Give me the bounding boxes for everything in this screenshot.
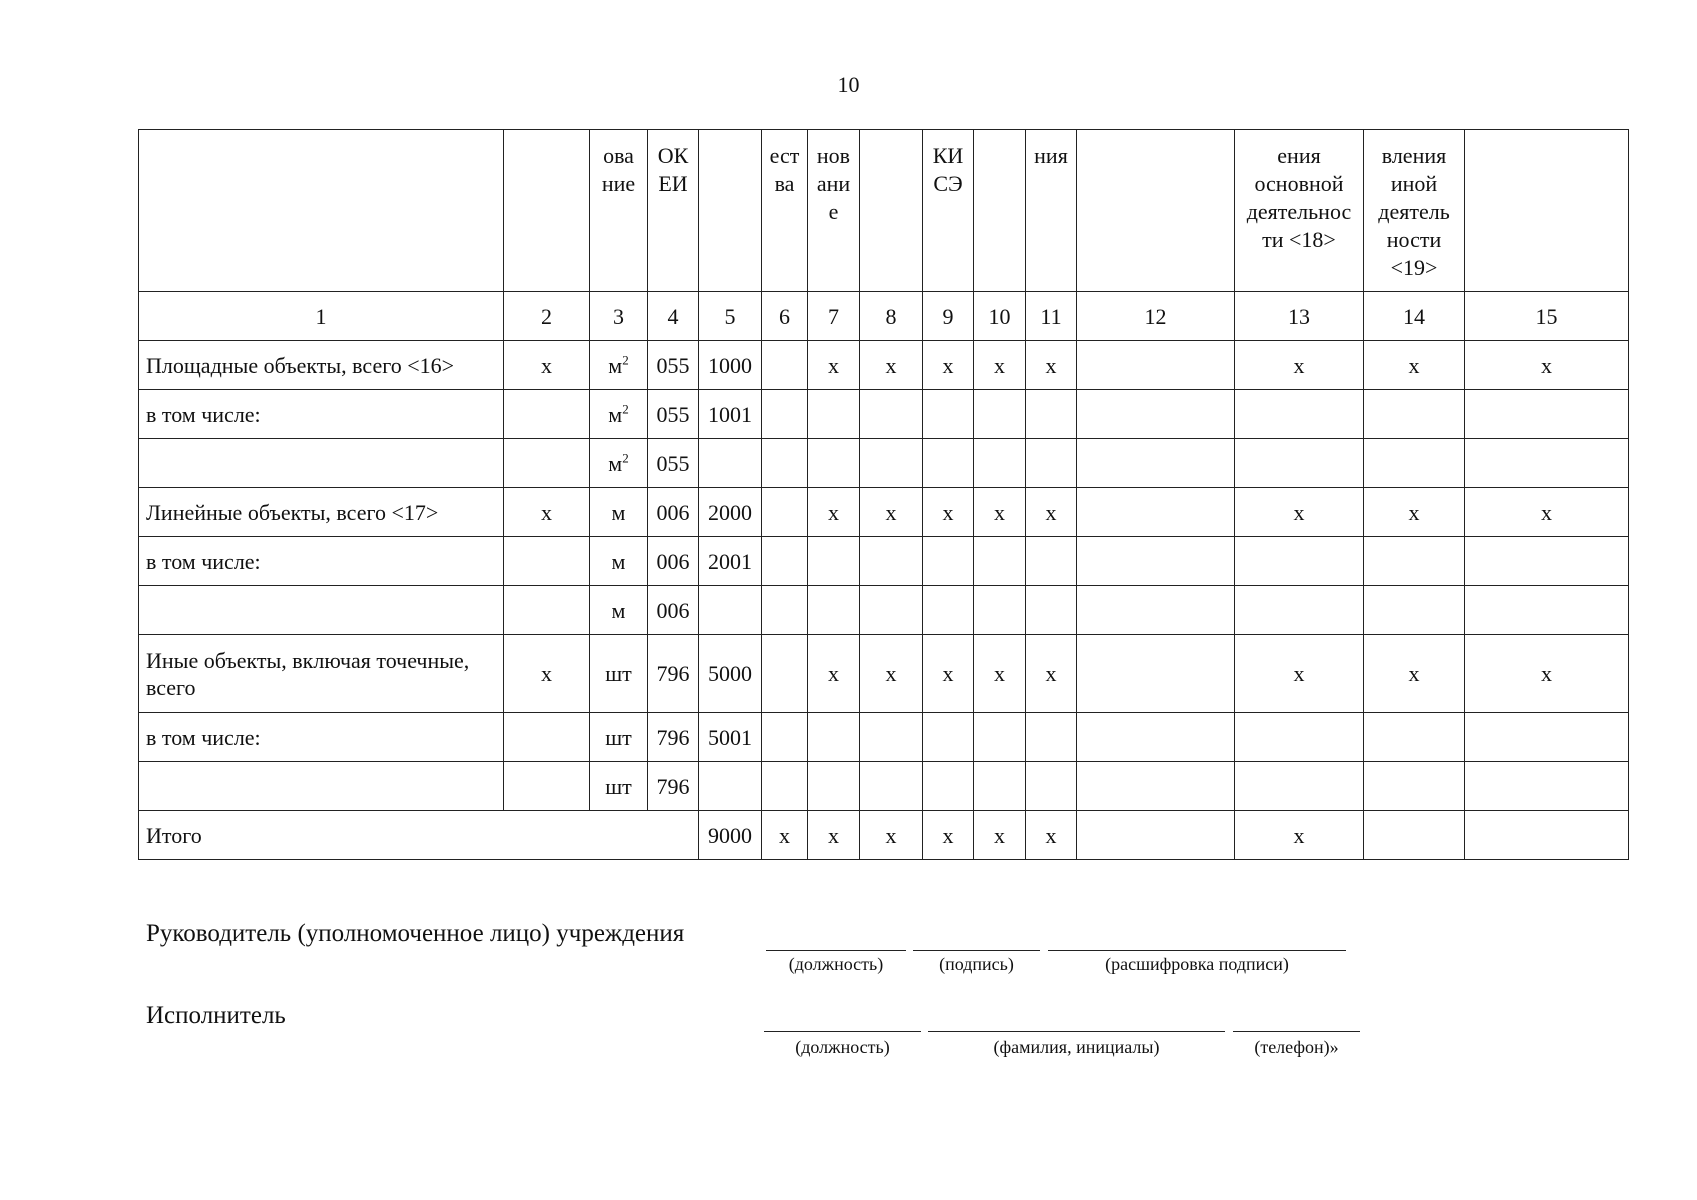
empty-cell [808, 586, 860, 635]
header-cell [1077, 130, 1235, 292]
header-cell: ния [1026, 130, 1077, 292]
okei-cell: 796 [648, 713, 699, 762]
table-row [139, 762, 1629, 811]
x-mark: х [860, 341, 923, 390]
empty-cell [762, 390, 808, 439]
unit-cell [590, 341, 648, 390]
empty-cell [504, 762, 590, 811]
x-mark: х [1364, 488, 1465, 537]
empty-cell [1465, 586, 1629, 635]
empty-cell [504, 439, 590, 488]
empty-cell [974, 537, 1026, 586]
table-row [139, 537, 1629, 586]
column-number: 2 [504, 292, 590, 341]
executor-position-caption: (должность) [795, 1037, 890, 1057]
x-mark: х [808, 811, 860, 860]
unit-superscript: 2 [622, 401, 629, 417]
empty-cell [808, 762, 860, 811]
empty-cell [504, 586, 590, 635]
empty-cell [860, 762, 923, 811]
row-name: Иные объекты, включая точечные, всего [139, 635, 504, 713]
header-cell [504, 130, 590, 292]
row-name [139, 586, 504, 635]
empty-cell [923, 586, 974, 635]
unit-cell: шт [590, 762, 648, 811]
row-code: 2001 [699, 537, 762, 586]
okei-cell: 055 [648, 439, 699, 488]
signature-decoding-line [1048, 950, 1346, 951]
empty-cell [808, 390, 860, 439]
executor-name-caption: (фамилия, инициалы) [993, 1037, 1160, 1057]
empty-cell [1465, 762, 1629, 811]
x-mark: х [1235, 341, 1364, 390]
x-mark: х [1465, 341, 1629, 390]
report-table [138, 129, 1629, 860]
x-mark: х [1235, 488, 1364, 537]
column-number: 3 [590, 292, 648, 341]
empty-cell [1077, 762, 1235, 811]
x-mark: х [1026, 341, 1077, 390]
x-mark: х [923, 635, 974, 713]
unit-superscript: 2 [622, 450, 629, 466]
executor-label: Исполнитель [146, 1002, 286, 1029]
header-cell: ения основной деятельнос ти <18> [1235, 130, 1364, 292]
position-caption: (должность) [788, 954, 884, 974]
x-mark: х [860, 488, 923, 537]
empty-cell [923, 537, 974, 586]
column-number: 10 [974, 292, 1026, 341]
empty-cell [923, 713, 974, 762]
empty-cell [1465, 811, 1629, 860]
empty-cell [1077, 635, 1235, 713]
column-number: 4 [648, 292, 699, 341]
executor-name-line [928, 1031, 1225, 1032]
okei-cell: 055 [648, 390, 699, 439]
okei-cell: 796 [648, 635, 699, 713]
row-name: в том числе: [139, 713, 504, 762]
empty-cell [1077, 811, 1235, 860]
empty-cell [699, 586, 762, 635]
row-name [139, 439, 504, 488]
empty-cell [1465, 537, 1629, 586]
empty-cell [974, 713, 1026, 762]
table-row [139, 390, 1629, 439]
empty-cell [762, 635, 808, 713]
table-row [139, 488, 1629, 537]
row-name: в том числе: [139, 537, 504, 586]
x-mark: х [1465, 488, 1629, 537]
unit: м [608, 450, 623, 476]
empty-cell [860, 390, 923, 439]
table-row [139, 635, 1629, 713]
okei-cell: 006 [648, 537, 699, 586]
x-mark: х [860, 635, 923, 713]
x-mark: х [923, 811, 974, 860]
empty-cell [1235, 713, 1364, 762]
empty-cell [1235, 390, 1364, 439]
x-mark: х [974, 635, 1026, 713]
x-mark: х [860, 811, 923, 860]
x-mark: х [1235, 811, 1364, 860]
empty-cell [1364, 713, 1465, 762]
column-number: 5 [699, 292, 762, 341]
empty-cell [762, 713, 808, 762]
empty-cell [923, 762, 974, 811]
column-number: 9 [923, 292, 974, 341]
empty-cell [1235, 586, 1364, 635]
unit-cell: м [590, 586, 648, 635]
header-cell: вления иной деятель ности <19> [1364, 130, 1465, 292]
empty-cell [1364, 390, 1465, 439]
row-name: в том числе: [139, 390, 504, 439]
executor-phone-line [1233, 1031, 1360, 1032]
row-name: Линейные объекты, всего <17> [139, 488, 504, 537]
header-cell [974, 130, 1026, 292]
unit-cell [590, 390, 648, 439]
unit-cell: шт [590, 713, 648, 762]
column-number: 6 [762, 292, 808, 341]
position-line [766, 950, 906, 951]
column-number: 1 [139, 292, 504, 341]
empty-cell [1026, 713, 1077, 762]
column-number: 15 [1465, 292, 1629, 341]
column-numbers-row [139, 292, 1629, 341]
empty-cell [504, 537, 590, 586]
executor-phone-caption: (телефон)» [1254, 1037, 1339, 1057]
table-row [139, 586, 1629, 635]
x-mark: х [762, 811, 808, 860]
x-mark: х [504, 635, 590, 713]
total-row [139, 811, 1629, 860]
empty-cell [504, 390, 590, 439]
x-mark: х [808, 635, 860, 713]
header-cell: нов ани е [808, 130, 860, 292]
empty-cell [1465, 713, 1629, 762]
header-cell [139, 130, 504, 292]
empty-cell [1465, 390, 1629, 439]
empty-cell [762, 439, 808, 488]
x-mark: х [974, 341, 1026, 390]
x-mark: х [504, 341, 590, 390]
column-number: 11 [1026, 292, 1077, 341]
column-number: 7 [808, 292, 860, 341]
empty-cell [1465, 439, 1629, 488]
okei-cell: 055 [648, 341, 699, 390]
empty-cell [974, 439, 1026, 488]
empty-cell [1077, 586, 1235, 635]
table-row [139, 713, 1629, 762]
empty-cell [1364, 586, 1465, 635]
column-number: 8 [860, 292, 923, 341]
header-cell: КИ СЭ [923, 130, 974, 292]
header-cell [860, 130, 923, 292]
empty-cell [1077, 537, 1235, 586]
empty-cell [860, 713, 923, 762]
x-mark: х [1364, 635, 1465, 713]
table-row [139, 341, 1629, 390]
empty-cell [1026, 762, 1077, 811]
empty-cell [860, 537, 923, 586]
okei-cell: 006 [648, 488, 699, 537]
row-code: 1000 [699, 341, 762, 390]
row-name: Площадные объекты, всего <16> [139, 341, 504, 390]
empty-cell [923, 439, 974, 488]
empty-cell [1235, 537, 1364, 586]
row-code: 9000 [699, 811, 762, 860]
empty-cell [699, 439, 762, 488]
x-mark: х [1026, 635, 1077, 713]
x-mark: х [1026, 811, 1077, 860]
x-mark: х [504, 488, 590, 537]
empty-cell [974, 586, 1026, 635]
empty-cell [1364, 762, 1465, 811]
total-label: Итого [139, 811, 699, 860]
empty-cell [1026, 390, 1077, 439]
empty-cell [974, 390, 1026, 439]
header-row [139, 130, 1629, 292]
x-mark: х [1364, 341, 1465, 390]
row-code: 5001 [699, 713, 762, 762]
empty-cell [1077, 439, 1235, 488]
okei-cell: 796 [648, 762, 699, 811]
empty-cell [1364, 811, 1465, 860]
empty-cell [923, 390, 974, 439]
header-cell: ова ние [590, 130, 648, 292]
empty-cell [1364, 439, 1465, 488]
header-cell [1465, 130, 1629, 292]
empty-cell [1077, 488, 1235, 537]
column-number: 12 [1077, 292, 1235, 341]
table-row [139, 439, 1629, 488]
page-number: 10 [837, 72, 860, 97]
empty-cell [808, 439, 860, 488]
signature-caption: (подпись) [939, 954, 1014, 974]
column-number: 13 [1235, 292, 1364, 341]
signature-line [913, 950, 1040, 951]
x-mark: х [923, 488, 974, 537]
head-signature-label: Руководитель (уполномоченное лицо) учреждения [146, 920, 685, 947]
header-cell [699, 130, 762, 292]
empty-cell [1026, 537, 1077, 586]
empty-cell [699, 762, 762, 811]
empty-cell [1364, 537, 1465, 586]
empty-cell [1235, 762, 1364, 811]
empty-cell [1077, 341, 1235, 390]
unit-cell: шт [590, 635, 648, 713]
unit-cell: м [590, 488, 648, 537]
empty-cell [808, 537, 860, 586]
x-mark: х [1465, 635, 1629, 713]
x-mark: х [808, 488, 860, 537]
header-cell: ест ва [762, 130, 808, 292]
empty-cell [762, 537, 808, 586]
empty-cell [860, 439, 923, 488]
unit-cell: м [590, 537, 648, 586]
unit: м [608, 401, 623, 427]
empty-cell [1026, 586, 1077, 635]
empty-cell [762, 341, 808, 390]
unit: м [608, 352, 623, 378]
x-mark: х [1235, 635, 1364, 713]
x-mark: х [974, 488, 1026, 537]
empty-cell [808, 713, 860, 762]
empty-cell [1026, 439, 1077, 488]
unit-superscript: 2 [622, 352, 629, 368]
unit-cell [590, 439, 648, 488]
empty-cell [860, 586, 923, 635]
empty-cell [762, 488, 808, 537]
row-code: 2000 [699, 488, 762, 537]
empty-cell [1077, 390, 1235, 439]
x-mark: х [923, 341, 974, 390]
executor-position-line [764, 1031, 921, 1032]
signature-decoding-caption: (расшифровка подписи) [1105, 954, 1289, 974]
empty-cell [762, 586, 808, 635]
x-mark: х [974, 811, 1026, 860]
x-mark: х [1026, 488, 1077, 537]
row-code: 5000 [699, 635, 762, 713]
empty-cell [762, 762, 808, 811]
okei-cell: 006 [648, 586, 699, 635]
x-mark: х [808, 341, 860, 390]
empty-cell [504, 713, 590, 762]
empty-cell [1235, 439, 1364, 488]
row-name [139, 762, 504, 811]
empty-cell [974, 762, 1026, 811]
column-number: 14 [1364, 292, 1465, 341]
row-code: 1001 [699, 390, 762, 439]
header-cell: ОК ЕИ [648, 130, 699, 292]
empty-cell [1077, 713, 1235, 762]
